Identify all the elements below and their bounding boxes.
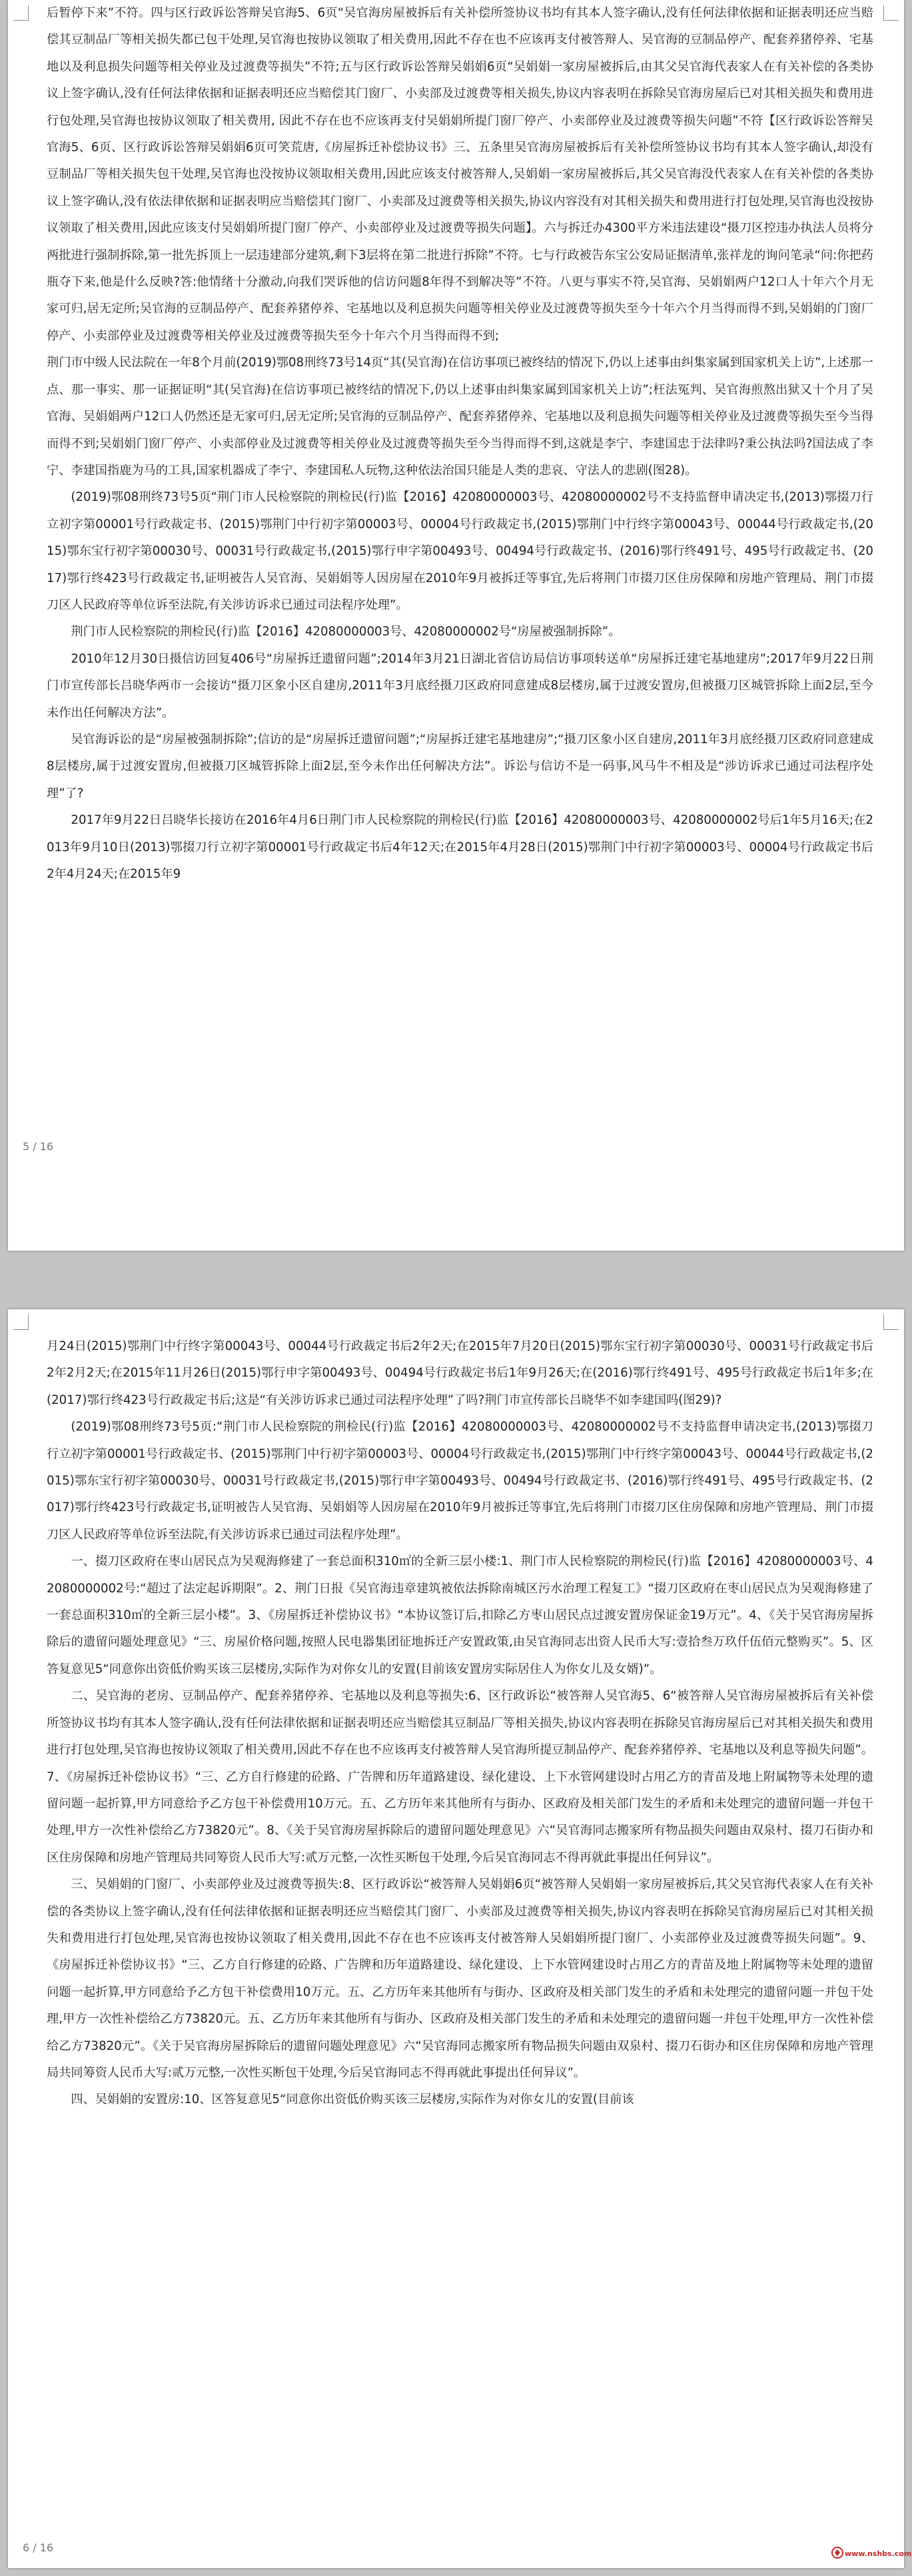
page-number: 6 / 16	[23, 2541, 54, 2554]
paragraph: 一、掇刀区政府在枣山居民点为吴观海修建了一套总面积310㎡的全新三层小楼:1、荆门市人民检察院的荆检民(行)监【2016】42080000003号、42080000002号:“超过了法定起诉期限”。2、荆门日报《吴官海违章建筑被依法拆除南城区污水治理工程复工》“掇刀区政府在枣山居民点为吴观海修建了一套总面积310㎡的全新三层小楼”。3、《房屋拆迁补偿协议书》“本协议签订后,扣除乙方枣山居民点过渡安置房保证金19万元”。4、《关于吴官海房屋拆除后的遗留问题处理意见》“三、房屋价格问题,按照人民电器集团征地拆迁产安置政策,由吴官海同志出资人民币大写:壹拾叁万玖仟伍佰元整购买”。5、区答复意见5“同意你出资低价购买该三层楼房,实际作为对你女儿的安置(目前该安置房实际居住人为你女儿及女婿)”。	[47, 1554, 873, 1676]
paragraph: 后暂停下来”不符。四与区行政诉讼答辩吴官海5、6页“吴官海房屋被拆后有关补偿所签协议书均有其本人签字确认,没有任何法律依据和证据表明还应当赔偿其豆制品厂等相关损失都已包干处理,吴官海也按协议领取了相关费用,因此不存在也不应该再支付被答辩人、吴官海的豆制品停产、配套养猪停养、宅基地以及利息损失问题等相关停业及过渡费等损失”不符;五与区行政诉讼答辩吴娟娟6页“吴娟娟一家房屋被拆后,由其父吴官海代表家人在有关补偿的各类协议上签字确认,没有任何法律依据和证据表明还应当赔偿其门窗厂、小卖部及过渡费等相关损失,协议内容表明在拆除吴官海房屋后已对其相关损失和费用进行包处理,吴官海也按协议领取了相关费用, 因此不存在也不应该再支付吴娟娟所提门窗厂停产、小卖部停业及过渡费等损失问题”不符【区行政诉讼答辩吴官海5、6页、区行政诉讼答辩吴娟娟6页可笑荒唐,《房屋拆迁补偿协议书》三、五条里吴官海房屋被拆后有关补偿所签协议书均有其本人签字确认,却没有豆制品厂等相关损失包干处理,吴官海也没按协议领取相关费用,因此应该支付被答辩人,吴娟娟一家房屋被拆后,其父吴官海没代表家人在有关补偿的各类协议上签字确认,没有依法律依据和证据表明应当赔偿其门窗厂、小卖部及过渡费等相关损失,协议内容没有对其相关损失和费用进行打包处理,吴官海也没按协议领取了相关费用,因此应该支付吴娟娟所提门窗厂停产、小卖部停业及过渡费等损失问题】。六与拆迁办4300平方米违法建设“摄刀区控违办执法人员将分两批进行强制拆除,第一批先拆顶上一层违建部分建筑,剩下3层将在第二批进行拆除”不符。七与行政被告东宝公安局证据清单,张祥龙的询问笔录“问:你把药瓶夺下来,他是什么反映?答:他情绪十分激动,向我们哭诉他的信访问题8年得不到解决等”不符。八更与事实不符,吴官海、吴娟娟两户12口人十年六个月无家可归,居无定所;吴官海的豆制品停产、配套养猪停养、宅基地以及利息损失问题等相关停业及过渡费等损失至今十年六个月当得而得不到,吴娟娟的门窗厂停产、小卖部停业及过渡费等相关停业及过渡费等损失至今十年六个月当得而得不到;	[47, 6, 873, 343]
paragraph: (2019)鄂08刑终73号5页:“荆门市人民检察院的荆检民(行)监【2016】42080000003号、42080000002号不支持监督申请决定书,(2013)鄂掇刀行立初字第00001号行政裁定书、(2015)鄂荆门中行初字第00003号、00004号行政裁定书,(2015)鄂荆门中行终字第00043号、00044号行政裁定书,(2015)鄂东宝行初字第00030号、00031号行政裁定书,(2015)鄂行申字第00493号、00494号行政裁定书、(2016)鄂行终491号、495号行政裁定书、(2017)鄂行终423号行政裁定书,证明被告人吴官海、吴娟娟等人因房屋在2010年9月被拆迁等事宜,先后将荆门市掇刀区住房保障和房地产管理局、荆门市掇刀区人民政府等单位诉至法院,有关涉访诉求已通过司法程序处理”。	[47, 1420, 873, 1542]
paragraph: 荆门市中级人民法院在一年8个月前(2019)鄂08刑终73号14页“其(吴官海)在信访事项已被终结的情况下,仍以上述事由纠集家属到国家机关上访”,上述那一点、那一事实、那一证据证明“其(吴官海)在信访事项已被终结的情况下,仍以上述事由纠集家属到国家机关上访”;枉法冤判、吴官海煎熬出狱又十个月了吴官海、吴娟娟两户12口人仍然还是无家可归,居无定所;吴官海的豆制品停产、配套养猪停养、宅基地以及利息损失问题等相关停业及过渡费等损失至今当得而得不到;吴娟娟门窗厂停产、小卖部停业及过渡费等相关停业及过渡费等损失至今当得而得不到,这就是李宁、李建国忠于法律吗?秉公执法吗?国法成了李宁、李建国指鹿为马的工具,国家机器成了李宁、李建国私人玩物,这种依法治国只能是人类的悲哀、守法人的悲剧(图28)。	[47, 356, 873, 478]
page-corner-mark	[13, 5, 29, 21]
page-5-body	[47, 0, 873, 888]
paragraph: (2019)鄂08刑终73号5页“荆门市人民检察院的荆检民(行)监【2016】42080000003号、42080000002号不支持监督申请决定书,(2013)鄂掇刀行立初字第00001号行政裁定书、(2015)鄂荆门中行初字第00003号、00004号行政裁定书,(2015)鄂荆门中行终字第00043号、00044号行政裁定书,(2015)鄂东宝行初字第00030号、00031号行政裁定书,(2015)鄂行申字第00493号、00494号行政裁定书、(2016)鄂行终491号、495号行政裁定书、(2017)鄂行终423号行政裁定书,证明被告人吴官海、吴娟娟等人因房屋在2010年9月被拆迁等事宜,先后将荆门市掇刀区住房保障和房地产管理局、荆门市掇刀区人民政府等单位诉至法院,有关涉访诉求已通过司法程序处理”。	[47, 490, 873, 612]
paragraph: 吴官海诉讼的是“房屋被强制拆除”;信访的是“房屋拆迁遗留问题”;“房屋拆迁建宅基地建房”;“摄刀区象小区自建房,2011年3月底经摄刀区政府同意建成8层楼房,属于过渡安置房,但被摄刀区城管拆除上面2层,至今未作出任何解决方法”。诉讼与信访不是一码事,风马牛不相及是“涉访诉求已通过司法程序处理”了?	[47, 732, 873, 801]
paragraph: 荆门市人民检察院的荆检民(行)监【2016】42080000003号、42080000002号“房屋被强制拆除”。	[71, 625, 621, 639]
paragraph: 三、吴娟娟的门窗厂、小卖部停业及过渡费等损失:8、区行政诉讼“被答辩人吴娟娟6页“被答辩人吴娟娟一家房屋被拆后,其父吴官海代表家人在有关补偿的各类协议上签字确认,没有任何法律依据和证据表明还应当赔偿其门窗厂、小卖部及过渡费等相关损失,协议内容表明在拆除吴官海房屋后已对其相关损失和费用进行打包处理,吴官海也按协议领取了相关费用,因此不存在也不应该再支付被答辩人吴娟娟所提门窗厂、小卖部停业及过渡费等损失问题”。9、《房屋拆迁补偿协议书》“三、乙方自行修建的砼路、广告牌和历年道路建设、绿化建设、上下水管网建设时占用乙方的青苗及地上附属物等未处理的遗留问题一起折算,甲方同意给予乙方包干补偿费用10万元。五、乙方历年来其他所有与街办、区政府及相关部门发生的矛盾和未处理完的遗留问题一并包干处理,甲方一次性补偿给乙方73820元。五、乙方历年来其他所有与街办、区政府及相关部门发生的矛盾和未处理完的遗留问题一并包干处理,甲方一次性补偿给乙方73820元”。《关于吴官海房屋拆除后的遗留问题处理意见》六“吴官海同志搬家所有物品损失问题由双泉村、掇刀石街办和区住房保障和房地产管理局共同筹资人民币大写:贰万元整,一次性买断包干处理,今后吴官海同志不得再就此事提出任何异议”。	[47, 1877, 873, 2080]
site-watermark-logo	[831, 2544, 912, 2561]
paragraph: 2017年9月22日吕晓华长接访在2016年4月6日荆门市人民检察院的荆检民(行)监【2016】42080000003号、42080000002号后1年5月16天;在2013年9月10日(2013)鄂掇刀行立初字第00001号行政裁定书后4年12天;在2015年4月28日(2015)鄂荆门中行初字第00003号、00004号行政裁定书后2年4月24天;在2015年9	[47, 813, 873, 881]
svg-text:www.nshbs.com: www.nshbs.com	[845, 2549, 912, 2558]
page-corner-mark	[13, 1315, 29, 1330]
paragraph: 月24日(2015)鄂荆门中行终字第00043号、00044号行政裁定书后2年2天;在2015年7月20日(2015)鄂东宝行初字第00030号、00031号行政裁定书后2年2月2天;在2015年11月26日(2015)鄂行申字第00493号、00494号行政裁定书后1年9月26天;在(2016)鄂行终491号、495号行政裁定书后1年多;在(2017)鄂行终423号行政裁定书后;这是“有关涉访诉求已通过司法程序处理”了吗?荆门市宣传部长吕晓华不如李建国吗(图29)?	[47, 1339, 873, 1407]
document-page-5	[8, 0, 904, 1251]
page-corner-mark	[883, 1315, 899, 1330]
document-page-6	[8, 1309, 912, 2568]
paragraph: 二、吴官海的老房、豆制品停产、配套养猪停养、宅基地以及利息等损失:6、区行政诉讼“被答辩人吴官海5、6“被答辩人吴官海房屋被拆后有关补偿所签协议书均有其本人签字确认,没有任何法律依据和证据表明还应当赔偿其豆制品厂等相关损失,协议内容表明在拆除吴官海房屋后已对其相关损失和费用进行打包处理,吴官海也按协议领取了相关费用,因此不存在也不应该再支付被答辩人吴官海所提豆制品停产、配套养猪停养、宅基地以及利息等损失问题”。7、《房屋拆迁补偿协议书》“三、乙方自行修建的砼路、广告牌和历年道路建设、绿化建设、上下水管网建设时占用乙方的青苗及地上附属物等未处理的遗留问题一起折算,甲方同意给予乙方包干补偿费用10万元。五、乙方历年来其他所有与街办、区政府及相关部门发生的矛盾和未处理完的遗留问题一并包干处理,甲方一次性补偿给乙方73820元”。8、《关于吴官海房屋拆除后的遗留问题处理意见》六“吴官海同志搬家所有物品损失问题由双泉村、掇刀石街办和区住房保障和房地产管理局共同筹资人民币大写:贰万元整,一次性买断包干处理,今后吴官海同志不得再就此事提出任何异议”。	[47, 1689, 873, 1865]
page-corner-mark	[883, 5, 899, 21]
page-number: 5 / 16	[23, 1140, 54, 1153]
page-6-body	[47, 1333, 873, 2114]
paragraph: 四、吴娟娟的安置房:10、区答复意见5“同意你出资低价购买该三层楼房,实际作为对你女儿的安置(目前该	[71, 2093, 634, 2107]
paragraph: 2010年12月30日摄信访回复406号“房屋拆迁遗留问题”;2014年3月21日湖北省信访局信访事项转送单“房屋拆迁建宅基地建房”;2017年9月22日荆门市宣传部长吕晓华两市一会接访“摄刀区象小区自建房,2011年3月底经摄刀区政府同意建成8层楼房,属于过渡安置房,但被摄刀区城管拆除上面2层,至今未作出任何解决方法”。	[47, 651, 873, 720]
